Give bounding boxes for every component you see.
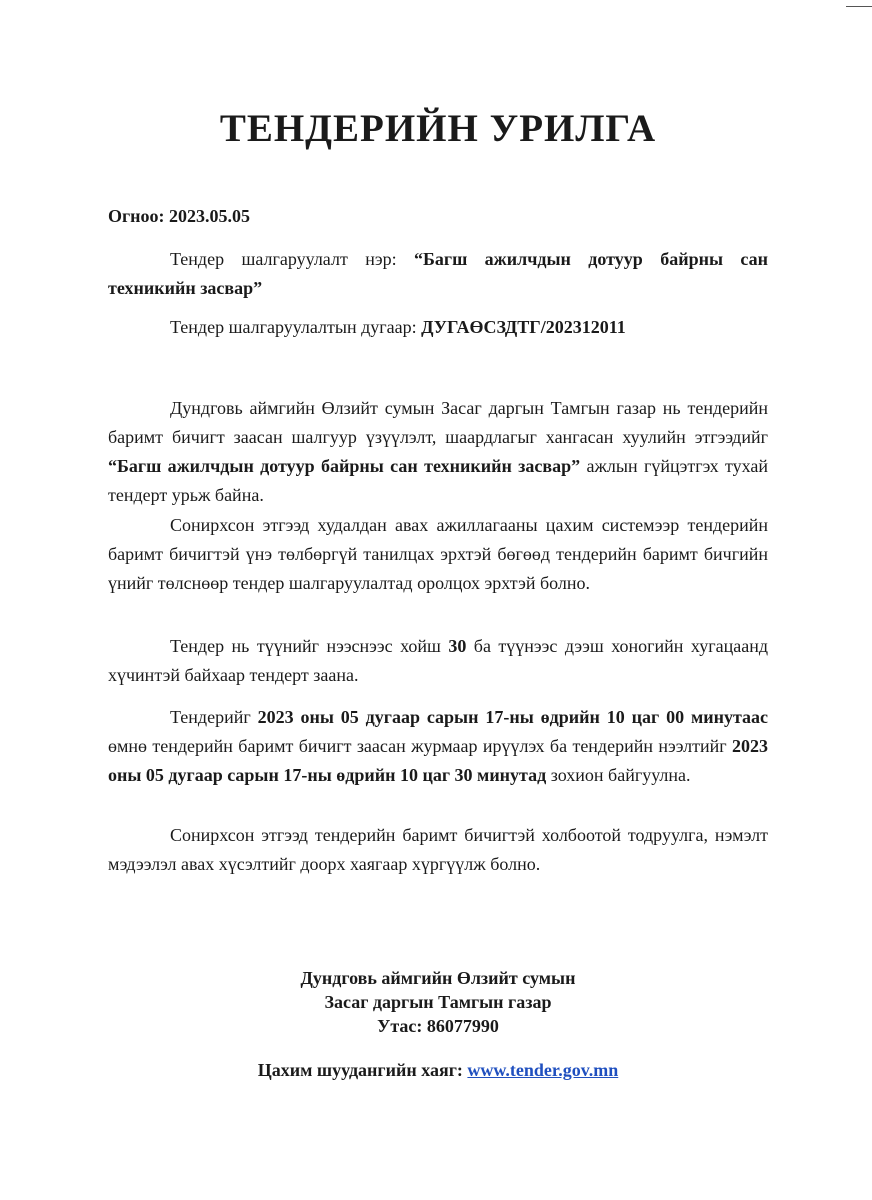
- deadline-text-1: Тендерийг: [170, 707, 258, 727]
- tender-name-value: “Багш ажилчдын дотуур байрны сан техникийн засвар”: [108, 249, 768, 298]
- intro-text-after: ажлын гүйцэтгэх тухай тендерт урьж байна.: [108, 456, 769, 505]
- tender-number-label: Тендер шалгаруулалтын дугаар:: [170, 317, 422, 337]
- validity-text-after: ба түүнээс дээш хоногийн хугацаанд хүчинтэй байхаар тендерт заана.: [108, 636, 768, 685]
- signature-phone: Утас: 86077990: [377, 1016, 499, 1036]
- deadline-opening-time: 2023 оны 05 дугаар сарын 17-ны өдрийн 10 цаг 30 минутад: [108, 736, 768, 785]
- validity-text-before: Тендер нь түүнийг нээснээс хойш: [170, 636, 449, 656]
- tender-website-link[interactable]: www.tender.gov.mn: [467, 1060, 619, 1080]
- document-title: ТЕНДЕРИЙН УРИЛГА: [219, 107, 657, 150]
- intro-paragraph: [108, 394, 768, 510]
- access-paragraph: Сонирхсон этгээд худалдан авах ажиллагааны цахим системээр тендерийн баримт бичигтэй үнэ төлбөргүй танилцах эрхтэй бөгөөд тендерийн баримт бичгийн үнийг төлснөөр тендер шалгаруулалтад оролцох эрхтэй болно.: [108, 515, 768, 593]
- intro-text-before: Дундговь аймгийн Өлзийт сумын Засаг даргын Тамгын газар нь тендерийн баримт бичигт заасан шалгуур үзүүлэлт, шаардлагыг хангасан хуулийн этгээдийг: [108, 398, 768, 447]
- deadline-text-3: зохион байгуулна.: [546, 765, 691, 785]
- email-line: [108, 1058, 768, 1082]
- contact-paragraph: Сонирхсон этгээд тендерийн баримт бичигтэй холбоотой тодруулга, нэмэлт мэдээлэл авах хүсэлтийг доорх хаягаар хүргүүлж болно.: [108, 825, 768, 874]
- validity-paragraph: [108, 632, 768, 690]
- signature-line-organization: Дундговь аймгийн Өлзийт сумын: [300, 968, 576, 988]
- document-date: Огноо: 2023.05.05: [108, 206, 251, 226]
- intro-bold-project-name: “Багш ажилчдын дотуур байрны сан техникийн засвар”: [108, 456, 581, 476]
- deadline-submission-time: 2023 оны 05 дугаар сарын 17-ны өдрийн 10 цаг 00 минутаас: [257, 707, 768, 727]
- signature-block: [108, 966, 768, 1038]
- signature-line-office: Засаг даргын Тамгын газар: [324, 992, 552, 1012]
- tender-number-paragraph: [108, 313, 768, 342]
- scan-edge-mark: [846, 6, 872, 7]
- email-label: Цахим шуудангийн хаяг:: [257, 1060, 468, 1080]
- deadline-paragraph: [108, 703, 768, 790]
- tender-number-value: ДУГАӨСЗДТГ/202312011: [421, 317, 626, 337]
- validity-days: 30: [448, 636, 467, 656]
- tender-name-label: Тендер шалгаруулалт нэр:: [170, 249, 414, 269]
- tender-name-paragraph: [108, 245, 768, 303]
- deadline-text-2: өмнө тендерийн баримт бичигт заасан журмаар ирүүлэх ба тендерийн нээлтийг: [108, 736, 732, 756]
